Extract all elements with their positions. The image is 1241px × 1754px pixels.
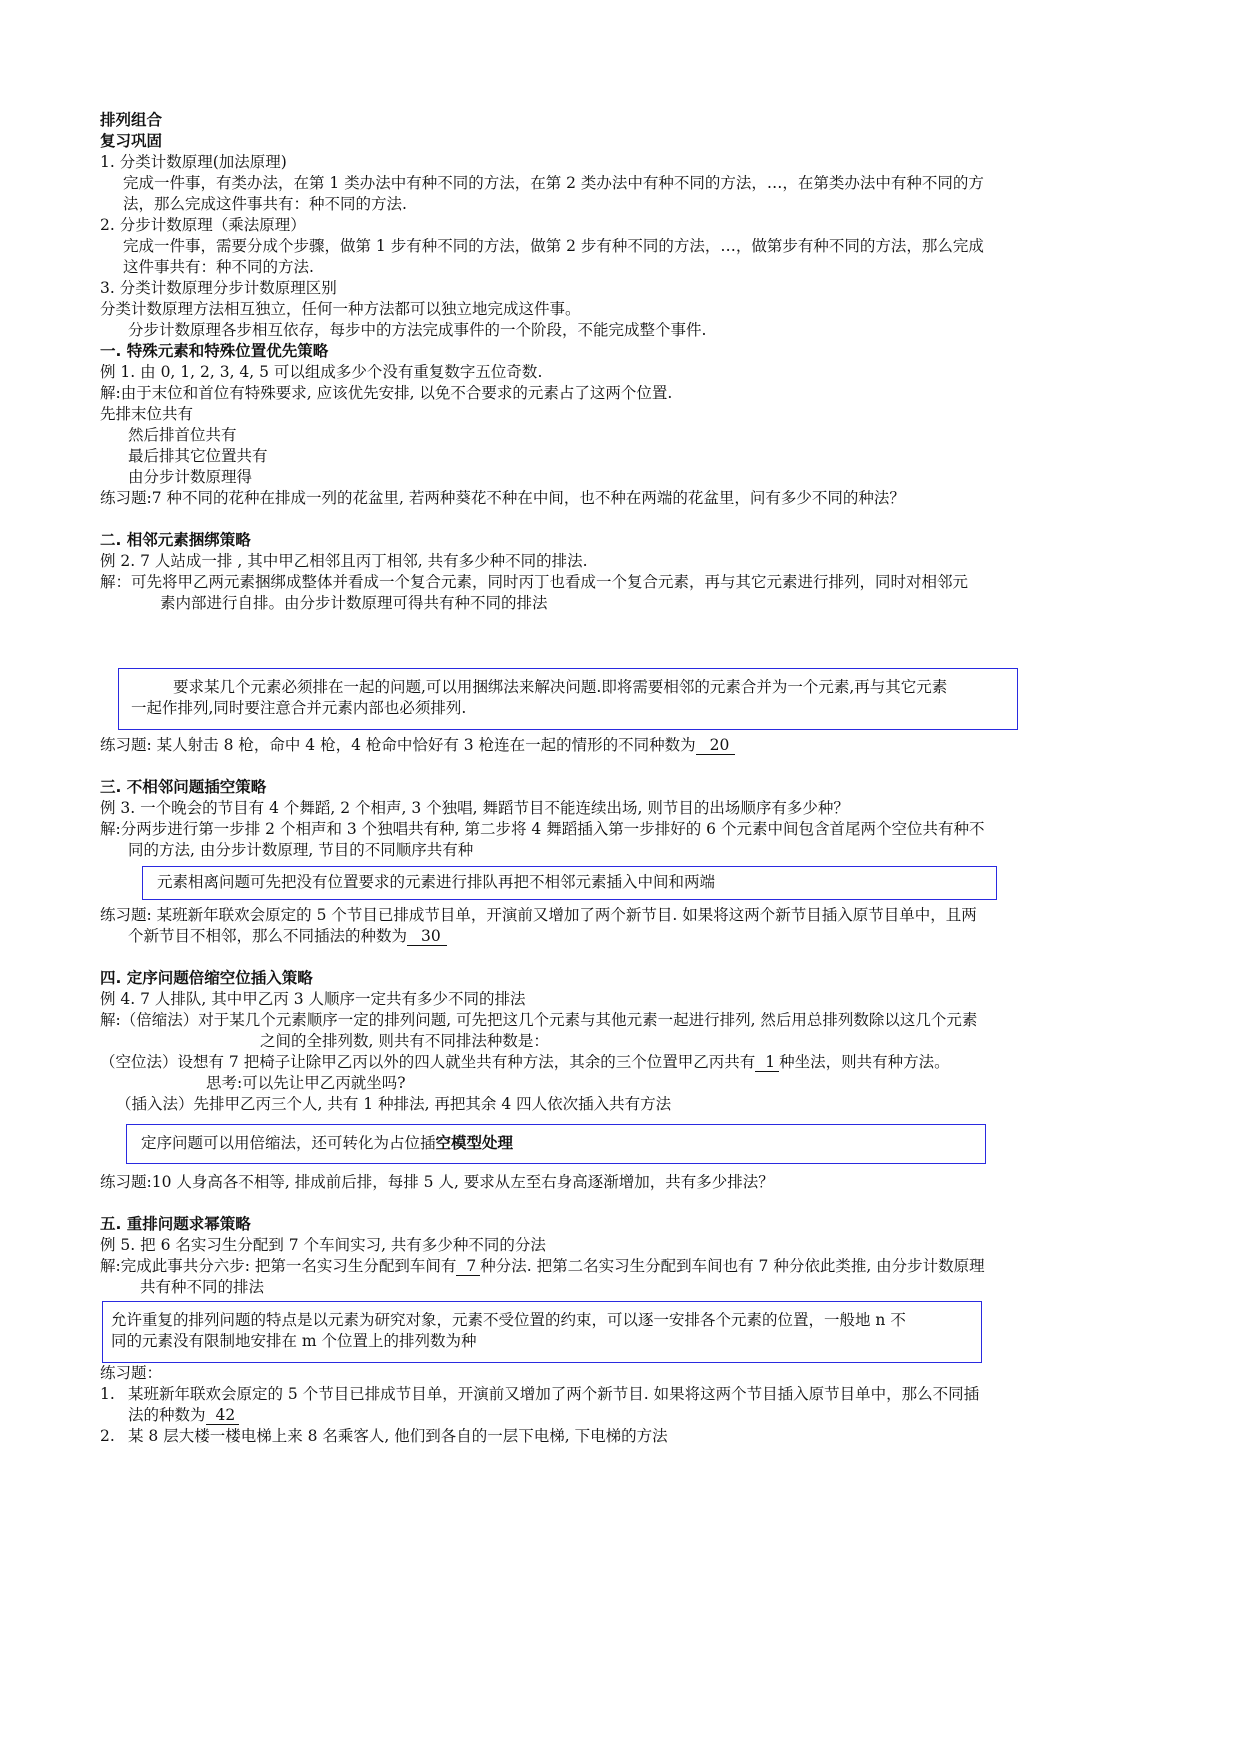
vacancy-answer: 1 — [755, 1053, 779, 1072]
principle-2-title: 2. 分步计数原理（乘法原理） — [100, 216, 306, 234]
practice-5-q2 — [100, 1426, 1160, 1447]
review-heading: 复习巩固 — [100, 132, 163, 150]
practice-2-text: 练习题: 某人射击 8 枪，命中 4 枪，4 枪命中恰好有 3 枪连在一起的情形的不同种数为 — [100, 736, 696, 754]
tip-box-bundling — [118, 668, 1018, 730]
q1-text: 某班新年联欢会原定的 5 个节目已排成节目单，开演前又增加了两个新节目. 如果将这两个节目插入原节目单中，那么不同插 — [128, 1385, 980, 1403]
solution-3: 解:分两步进行第一步排 2 个相声和 3 个独唱共有种, 第二步将 4 舞蹈插入第一步排好的 6 个元素中间包含首尾两个空位共有种不 — [100, 820, 985, 838]
solution-1-step: 然后排首位共有 — [128, 426, 237, 444]
solution-2: 解：可先将甲乙两元素捆绑成整体并看成一个复合元素，同时丙丁也看成一个复合元素，再与其它元素进行排列，同时对相邻元 — [100, 573, 969, 591]
tip-text — [141, 1133, 985, 1154]
tip-box-fixed-order — [126, 1124, 986, 1164]
example-2: 例 2. 7 人站成一排 , 其中甲乙相邻且丙丁相邻, 共有多少种不同的排法. — [100, 552, 588, 570]
tip-text-cont: 一起作排列,同时要注意合并元素内部也必须排列. — [131, 699, 467, 717]
section-1-heading: 一. 特殊元素和特殊位置优先策略 — [100, 342, 329, 360]
vacancy-text-end: 种坐法，则共有种方法。 — [779, 1053, 950, 1071]
practice-5-q1 — [100, 1384, 1160, 1405]
example-1: 例 1. 由 0, 1, 2, 3, 4, 5 可以组成多少个没有重复数字五位奇数. — [100, 363, 543, 381]
principle-3-title: 3. 分类计数原理分步计数原理区别 — [100, 279, 337, 297]
principle-1-text-cont: 法，那么完成这件事共有：种不同的方法. — [123, 195, 407, 213]
practice-3-answer: 30 — [407, 927, 447, 946]
tip-text: 要求某几个元素必须排在一起的问题,可以用捆绑法来解决问题.即将需要相邻的元素合并为一个元素,再与其它元素 — [173, 678, 948, 696]
solution-5-text: 解:完成此事共分六步: 把第一名实习生分配到车间有 — [100, 1257, 457, 1275]
practice-5-q1-cont — [100, 1405, 1160, 1426]
tip-text-plain: 定序问题可以用倍缩法，还可转化为占位插 — [141, 1134, 436, 1152]
principle-2-text: 完成一件事，需要分成个步骤，做第 1 步有种不同的方法，做第 2 步有种不同的方法，…，做第步有种不同的方法，那么完成 — [123, 237, 984, 255]
principle-1-title: 1. 分类计数原理(加法原理) — [100, 153, 287, 171]
practice-3-text: 个新节目不相邻，那么不同插法的种数为 — [128, 927, 408, 945]
tip-text-bold: 空模型处理 — [435, 1134, 514, 1152]
vacancy-text: （空位法）设想有 7 把椅子让除甲乙丙以外的四人就坐共有种方法，其余的三个位置甲乙丙共有 — [100, 1053, 756, 1071]
solution-1: 解:由于末位和首位有特殊要求, 应该优先安排, 以免不合要求的元素占了这两个位置. — [100, 384, 673, 402]
solution-5-text-end: 种分法. 把第二名实习生分配到车间也有 7 种分依此类推, 由分步计数原理 — [480, 1257, 985, 1275]
doc-title: 排列组合 — [100, 111, 163, 129]
solution-2-cont: 素内部进行自排。由分步计数原理可得共有种不同的排法 — [160, 594, 548, 612]
principle-3-text-cont: 分步计数原理各步相互依存，每步中的方法完成事件的一个阶段，不能完成整个事件. — [128, 321, 707, 339]
q1-answer: 42 — [206, 1406, 240, 1425]
example-5: 例 5. 把 6 名实习生分配到 7 个车间实习, 共有多少种不同的分法 — [100, 1236, 546, 1254]
solution-5-cont: 共有种不同的排法 — [140, 1278, 265, 1296]
tip-box-repeat — [102, 1301, 982, 1363]
solution-4-cont: 之间的全排列数, 则共有不同排法种数是： — [260, 1032, 549, 1050]
practice-1: 练习题:7 种不同的花种在排成一列的花盆里, 若两种葵花不种在中间，也不种在两端的花盆里，问有多少不同的种法？ — [100, 489, 905, 507]
solution-1-step: 由分步计数原理得 — [128, 468, 253, 486]
solution-4-vacancy — [100, 1052, 1160, 1073]
q1-number: 1. — [100, 1385, 115, 1403]
tip-text: 元素相离问题可先把没有位置要求的元素进行排队再把不相邻元素插入中间和两端 — [157, 873, 716, 891]
principle-3-text: 分类计数原理方法相互独立，任何一种方法都可以独立地完成这件事。 — [100, 300, 581, 318]
practice-2 — [100, 735, 1160, 756]
principle-1-text: 完成一件事，有类办法，在第 1 类办法中有种不同的方法，在第 2 类办法中有种不同的方法，…，在第类办法中有种不同的方 — [123, 174, 984, 192]
practice-5-heading: 练习题： — [100, 1364, 163, 1382]
solution-5 — [100, 1256, 1160, 1277]
practice-4: 练习题:10 人身高各不相等, 排成前后排，每排 5 人, 要求从左至右身高逐渐增加，共有多少排法？ — [100, 1173, 774, 1191]
section-5-heading: 五. 重排问题求幂策略 — [100, 1215, 251, 1233]
q2-number: 2. — [100, 1427, 115, 1445]
q1-text-cont: 法的种数为 — [128, 1406, 206, 1424]
document-page — [100, 110, 1160, 1447]
practice-3: 练习题: 某班新年联欢会原定的 5 个节目已排成节目单，开演前又增加了两个新节目. 如果将这两个新节目插入原节目单中，且两 — [100, 906, 977, 924]
solution-1-step: 先排末位共有 — [100, 405, 194, 423]
solution-1-step: 最后排其它位置共有 — [128, 447, 268, 465]
example-4: 例 4. 7 人排队, 其中甲乙丙 3 人顺序一定共有多少不同的排法 — [100, 990, 526, 1008]
q2-text: 某 8 层大楼一楼电梯上来 8 名乘客人, 他们到各自的一层下电梯, 下电梯的方法 — [128, 1427, 668, 1445]
solution-4-insert: （插入法）先排甲乙丙三个人, 共有 1 种排法, 再把其余 4 四人依次插入共有方法 — [116, 1095, 672, 1113]
solution-4: 解:（倍缩法）对于某几个元素顺序一定的排列问题, 可先把这几个元素与其他元素一起进行排列, 然后用总排列数除以这几个元素 — [100, 1011, 978, 1029]
practice-3-cont — [100, 926, 1160, 947]
tip-text: 允许重复的排列问题的特点是以元素为研究对象，元素不受位置的约束，可以逐一安排各个元素的位置，一般地 n 不 — [111, 1311, 906, 1329]
section-4-heading: 四. 定序问题倍缩空位插入策略 — [100, 969, 313, 987]
practice-2-answer: 20 — [696, 736, 736, 755]
principle-2-text-cont: 这件事共有：种不同的方法. — [123, 258, 314, 276]
section-3-heading: 三. 不相邻问题插空策略 — [100, 778, 267, 796]
think-question: 思考:可以先让甲乙丙就坐吗? — [206, 1074, 406, 1092]
solution-3-cont: 同的方法, 由分步计数原理, 节目的不同顺序共有种 — [128, 841, 474, 859]
tip-text-cont: 同的元素没有限制地安排在 m 个位置上的排列数为种 — [111, 1332, 477, 1350]
solution-5-answer: 7 — [456, 1257, 480, 1276]
tip-box-gap-insertion — [142, 866, 997, 900]
example-3: 例 3. 一个晚会的节目有 4 个舞蹈, 2 个相声, 3 个独唱, 舞蹈节目不能连续出场, 则节目的出场顺序有多少种？ — [100, 799, 849, 817]
section-2-heading: 二. 相邻元素捆绑策略 — [100, 531, 251, 549]
